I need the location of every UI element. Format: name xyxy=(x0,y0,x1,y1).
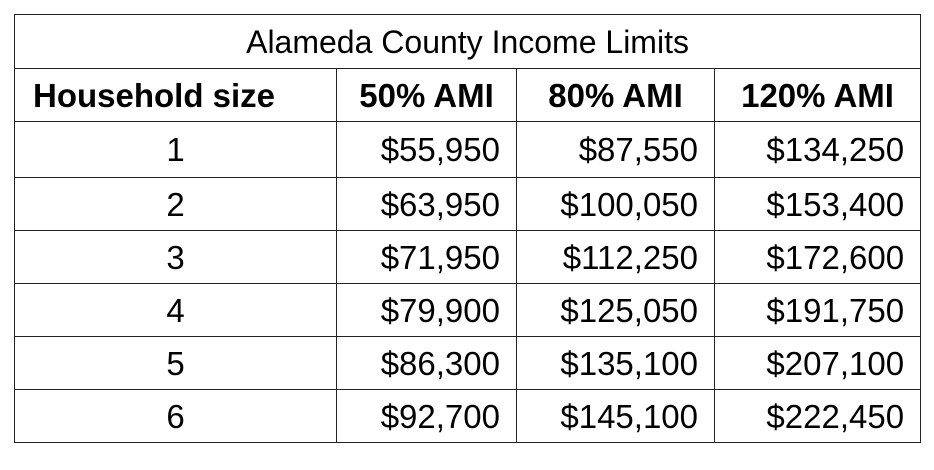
income-limits-table xyxy=(14,14,921,443)
ami-80-cell: $100,050 xyxy=(517,178,715,231)
ami-120-cell: $222,450 xyxy=(715,390,921,443)
ami-50-cell: $79,900 xyxy=(337,284,517,337)
table-title-row xyxy=(15,15,921,69)
ami-50-cell: $55,950 xyxy=(337,122,517,178)
household-size-cell: 6 xyxy=(15,390,337,443)
table-title: Alameda County Income Limits xyxy=(15,15,921,69)
ami-120-cell: $207,100 xyxy=(715,337,921,390)
table-row xyxy=(15,390,921,443)
ami-80-cell: $87,550 xyxy=(517,122,715,178)
table-row xyxy=(15,231,921,284)
household-size-cell: 2 xyxy=(15,178,337,231)
table-row xyxy=(15,337,921,390)
ami-80-cell: $125,050 xyxy=(517,284,715,337)
household-size-cell: 4 xyxy=(15,284,337,337)
table-row xyxy=(15,122,921,178)
ami-50-cell: $86,300 xyxy=(337,337,517,390)
ami-120-cell: $191,750 xyxy=(715,284,921,337)
table-row xyxy=(15,284,921,337)
ami-120-cell: $134,250 xyxy=(715,122,921,178)
header-household-size: Household size xyxy=(15,69,337,122)
ami-80-cell: $145,100 xyxy=(517,390,715,443)
ami-80-cell: $112,250 xyxy=(517,231,715,284)
household-size-cell: 1 xyxy=(15,122,337,178)
household-size-cell: 3 xyxy=(15,231,337,284)
ami-50-cell: $92,700 xyxy=(337,390,517,443)
ami-50-cell: $63,950 xyxy=(337,178,517,231)
household-size-cell: 5 xyxy=(15,337,337,390)
table-body xyxy=(15,122,921,443)
header-80-ami: 80% AMI xyxy=(517,69,715,122)
table-row xyxy=(15,178,921,231)
ami-120-cell: $153,400 xyxy=(715,178,921,231)
ami-80-cell: $135,100 xyxy=(517,337,715,390)
table-header-row xyxy=(15,69,921,122)
ami-50-cell: $71,950 xyxy=(337,231,517,284)
header-120-ami: 120% AMI xyxy=(715,69,921,122)
header-50-ami: 50% AMI xyxy=(337,69,517,122)
ami-120-cell: $172,600 xyxy=(715,231,921,284)
